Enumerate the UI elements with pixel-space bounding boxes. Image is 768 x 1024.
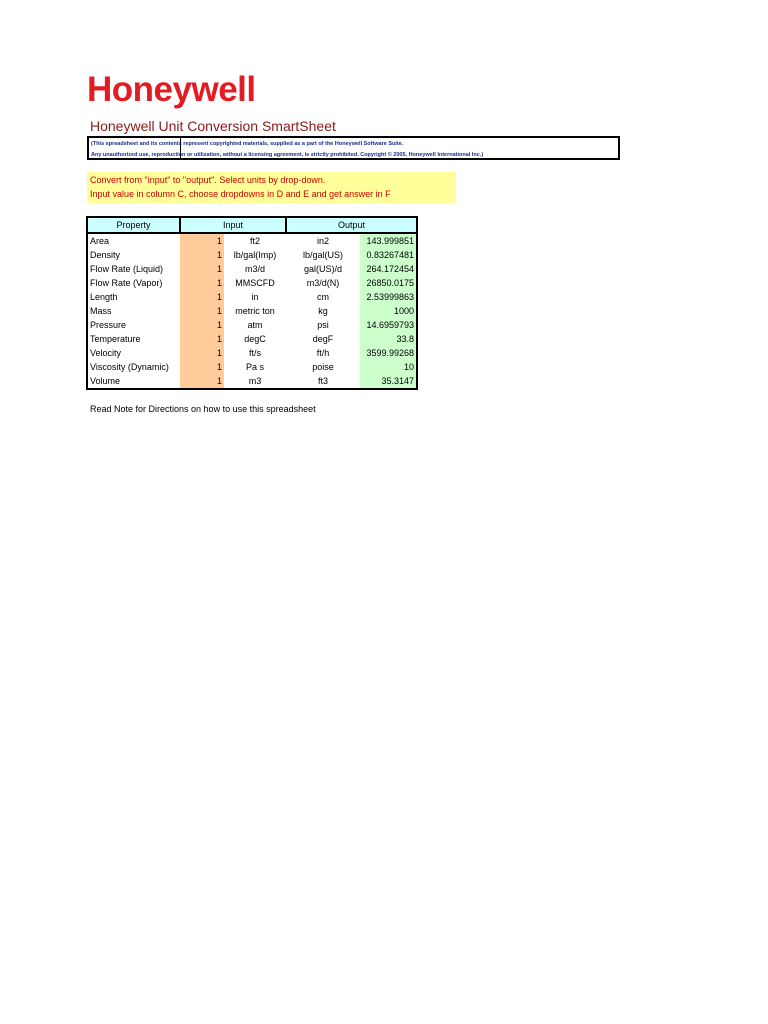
input-unit-dropdown[interactable]: m3 [248,376,262,386]
output-unit-dropdown[interactable]: ft3 [317,376,328,386]
header-output: Output [286,217,417,233]
input-unit-dropdown[interactable]: ft/s [248,348,261,358]
table-row [87,290,417,304]
output-value-cell: 264.172454 [360,262,417,276]
input-value-cell[interactable]: 1 [180,318,224,332]
output-unit-dropdown[interactable]: ft/h [316,348,330,358]
property-cell: Flow Rate (Liquid) [90,264,164,274]
output-value-cell: 3599.99268 [360,346,417,360]
input-unit-dropdown[interactable]: degC [244,334,266,344]
output-value-cell: 14.6959793 [360,318,417,332]
output-unit-dropdown[interactable]: poise [312,362,334,372]
table-row [87,304,417,318]
table-row [87,276,417,290]
instructions-box [87,172,456,203]
header-property: Property [87,217,180,233]
table-header-row [87,217,417,233]
output-value-cell: 26850.0175 [360,276,417,290]
property-cell: Viscosity (Dynamic) [90,362,169,372]
output-unit-dropdown[interactable]: in2 [316,236,329,246]
input-value-cell[interactable]: 1 [180,346,224,360]
notice-line-2: Any unauthorized use, reproduction or utilization, without a licensing agreement, is strictly prohibited. Copyright © 2005, Honeywell International Inc.) [91,152,484,158]
input-value-cell[interactable]: 1 [180,276,224,290]
input-value-cell[interactable]: 1 [180,290,224,304]
input-value-cell[interactable]: 1 [180,374,224,389]
input-unit-dropdown[interactable]: ft2 [249,236,260,246]
input-value-cell[interactable]: 1 [180,262,224,276]
instruction-line-1: Convert from "input" to "output". Select units by drop-down. [90,175,326,185]
output-unit-dropdown[interactable]: psi [317,320,329,330]
property-cell: Density [90,250,121,260]
input-unit-dropdown[interactable]: metric ton [235,306,275,316]
output-value-cell: 2.53999863 [360,290,417,304]
input-unit-dropdown[interactable]: Pa s [245,362,264,372]
table-row [87,248,417,262]
property-cell: Mass [90,306,112,316]
output-value-cell: 1000 [360,304,417,318]
output-value-cell: 143.999851 [360,233,417,248]
header-input: Input [180,217,286,233]
output-unit-dropdown[interactable]: cm [317,292,329,302]
output-value-cell: 0.83267481 [360,248,417,262]
sheet-title: Honeywell Unit Conversion SmartSheet [90,118,336,134]
output-unit-dropdown[interactable]: lb/gal(US) [302,250,343,260]
notice-line-1: (This spreadsheet and its contents represent copyrighted materials, supplied as a part of the Honeywell Software Suite. [91,141,404,147]
property-cell: Volume [90,376,121,386]
input-unit-dropdown[interactable]: atm [247,320,263,330]
input-unit-dropdown[interactable]: MMSCFD [235,278,275,288]
property-cell: Flow Rate (Vapor) [90,278,163,288]
property-cell: Area [90,236,110,246]
table-row [87,374,417,389]
input-value-cell[interactable]: 1 [180,248,224,262]
output-unit-dropdown[interactable]: gal(US)/d [303,264,342,274]
property-cell: Length [90,292,118,302]
input-value-cell[interactable]: 1 [180,360,224,374]
conversion-table [86,216,418,390]
directions-note: Read Note for Directions on how to use this spreadsheet [90,404,316,414]
property-cell: Temperature [90,334,141,344]
property-cell: Pressure [90,320,127,330]
input-unit-dropdown[interactable]: m3/d [244,264,265,274]
instruction-line-2: Input value in column C, choose dropdowns in D and E and get answer in F [90,189,391,199]
output-value-cell: 33.8 [360,332,417,346]
output-value-cell: 35.3147 [360,374,417,389]
table-row [87,346,417,360]
input-value-cell[interactable]: 1 [180,233,224,248]
input-value-cell[interactable]: 1 [180,332,224,346]
property-cell: Velocity [90,348,122,358]
output-unit-dropdown[interactable]: degF [312,334,334,344]
input-unit-dropdown[interactable]: lb/gal(Imp) [233,250,277,260]
output-value-cell: 10 [360,360,417,374]
output-unit-dropdown[interactable]: m3/d(N) [306,278,340,288]
table-row [87,233,417,248]
table-row [87,318,417,332]
output-unit-dropdown[interactable]: kg [318,306,328,316]
conversion-table-body [87,233,417,389]
honeywell-logo: Honeywell [87,70,256,109]
table-row [87,262,417,276]
input-unit-dropdown[interactable]: in [251,292,259,302]
table-row [87,360,417,374]
copyright-notice [87,136,620,160]
table-row [87,332,417,346]
input-value-cell[interactable]: 1 [180,304,224,318]
